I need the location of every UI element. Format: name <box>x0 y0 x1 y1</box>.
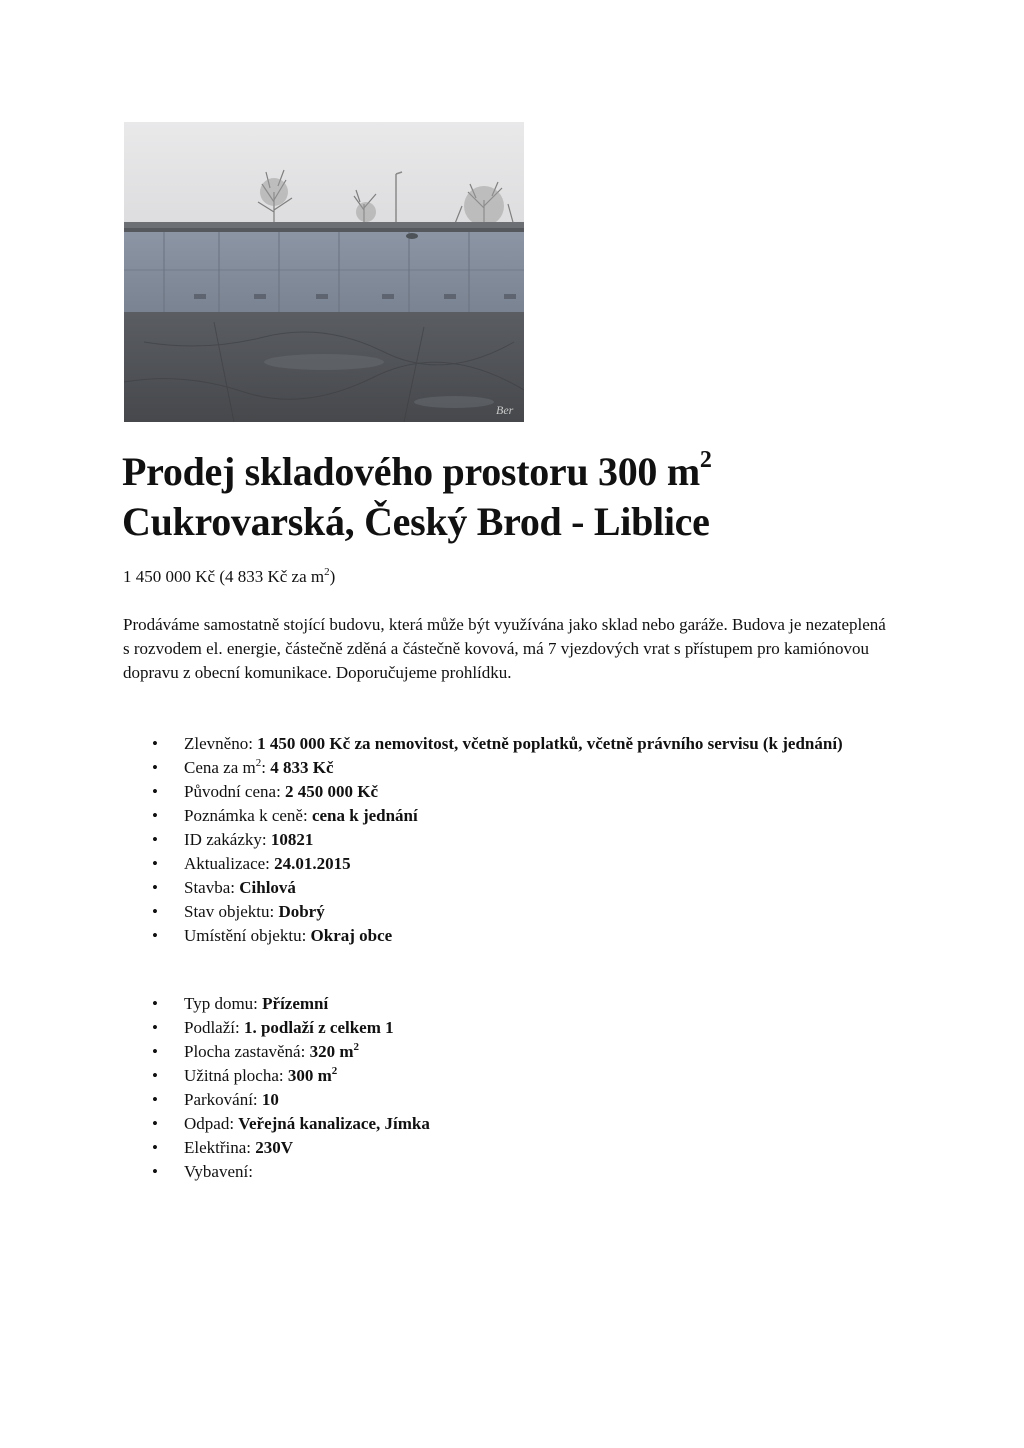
list-item <box>123 756 903 780</box>
price-end: ) <box>329 567 336 586</box>
list-item <box>123 1040 903 1064</box>
page-title <box>122 447 942 547</box>
list-item <box>123 804 903 828</box>
item-value: Okraj obce <box>310 926 393 945</box>
item-label: Parkování: <box>184 1090 262 1109</box>
item-value: 300 m <box>287 1066 332 1085</box>
price-superscript: 2 <box>324 566 330 578</box>
item-value-superscript: 2 <box>353 1041 359 1053</box>
item-label-superscript: 2 <box>255 757 262 769</box>
item-value: Dobrý <box>278 902 325 921</box>
list-item <box>123 732 903 756</box>
list-item <box>123 852 903 876</box>
description: Prodáváme samostatně stojící budovu, která může být využívána jako sklad nebo garáže. Budova je nezateplená s rozvodem el. energie, částečně zděná a částečně kovová, má 7 vjezdových vrat s přístupem pro kamiónovou dopravu z obecní komunikace. Doporučujeme prohlídku. <box>123 615 886 682</box>
title-superscript: 2 <box>699 447 712 473</box>
listing-photo <box>124 122 524 422</box>
list-item <box>123 1160 903 1184</box>
item-value: 320 m <box>309 1042 354 1061</box>
item-label: Cena za m <box>184 758 256 777</box>
item-label: Typ domu: <box>184 994 263 1013</box>
item-label: Stavba: <box>184 878 240 897</box>
item-label: Odpad: <box>184 1114 239 1133</box>
item-label: ID zakázky: <box>184 830 271 849</box>
item-label: Zlevněno: <box>184 734 258 753</box>
item-value: Veřejná kanalizace, Jímka <box>238 1114 430 1133</box>
list-item <box>123 828 903 852</box>
title-line-1: Prodej skladového prostoru 300 m <box>122 449 700 494</box>
list-item <box>123 780 903 804</box>
item-value: 10 <box>261 1090 279 1109</box>
list-item <box>123 1136 903 1160</box>
item-label: Umístění objektu: <box>184 926 311 945</box>
item-value: 4 833 Kč <box>270 758 334 777</box>
list-item <box>123 924 903 948</box>
warehouse-photo <box>124 122 524 422</box>
item-value: 24.01.2015 <box>274 854 351 873</box>
list-item <box>123 1088 903 1112</box>
list-item <box>123 900 903 924</box>
item-label: Aktualizace: <box>184 854 275 873</box>
item-label: Stav objektu: <box>184 902 279 921</box>
item-value: Přízemní <box>262 994 329 1013</box>
item-value: 1. podlaží z celkem 1 <box>243 1018 394 1037</box>
list-item <box>123 992 903 1016</box>
title-line-2: Cukrovarská, Český Brod - Liblice <box>122 499 710 544</box>
item-value: 2 450 000 Kč <box>285 782 379 801</box>
item-value: Cihlová <box>239 878 296 897</box>
item-label: Vybavení: <box>184 1162 253 1181</box>
item-value: 10821 <box>270 830 314 849</box>
list-item <box>123 876 903 900</box>
item-label-suffix: : <box>261 758 271 777</box>
list-item <box>123 1112 903 1136</box>
details-list <box>123 732 903 948</box>
list-item <box>123 1064 903 1088</box>
item-value: 1 450 000 Kč za nemovitost, včetně poplatků, včetně právního servisu (k jednání) <box>257 734 843 753</box>
item-label: Původní cena: <box>184 782 286 801</box>
item-label: Elektřina: <box>184 1138 256 1157</box>
item-label: Podlaží: <box>184 1018 244 1037</box>
price-line <box>123 566 335 588</box>
item-value: 230V <box>255 1138 294 1157</box>
photo-watermark: Ber <box>496 403 514 417</box>
specs-list <box>123 992 903 1184</box>
item-label: Poznámka k ceně: <box>184 806 312 825</box>
list-item <box>123 1016 903 1040</box>
item-value: cena k jednání <box>311 806 418 825</box>
item-value-superscript: 2 <box>331 1065 338 1077</box>
item-label: Plocha zastavěná: <box>184 1042 310 1061</box>
price-main: 1 450 000 Kč (4 833 Kč za m <box>123 567 325 586</box>
item-label: Užitná plocha: <box>184 1066 288 1085</box>
